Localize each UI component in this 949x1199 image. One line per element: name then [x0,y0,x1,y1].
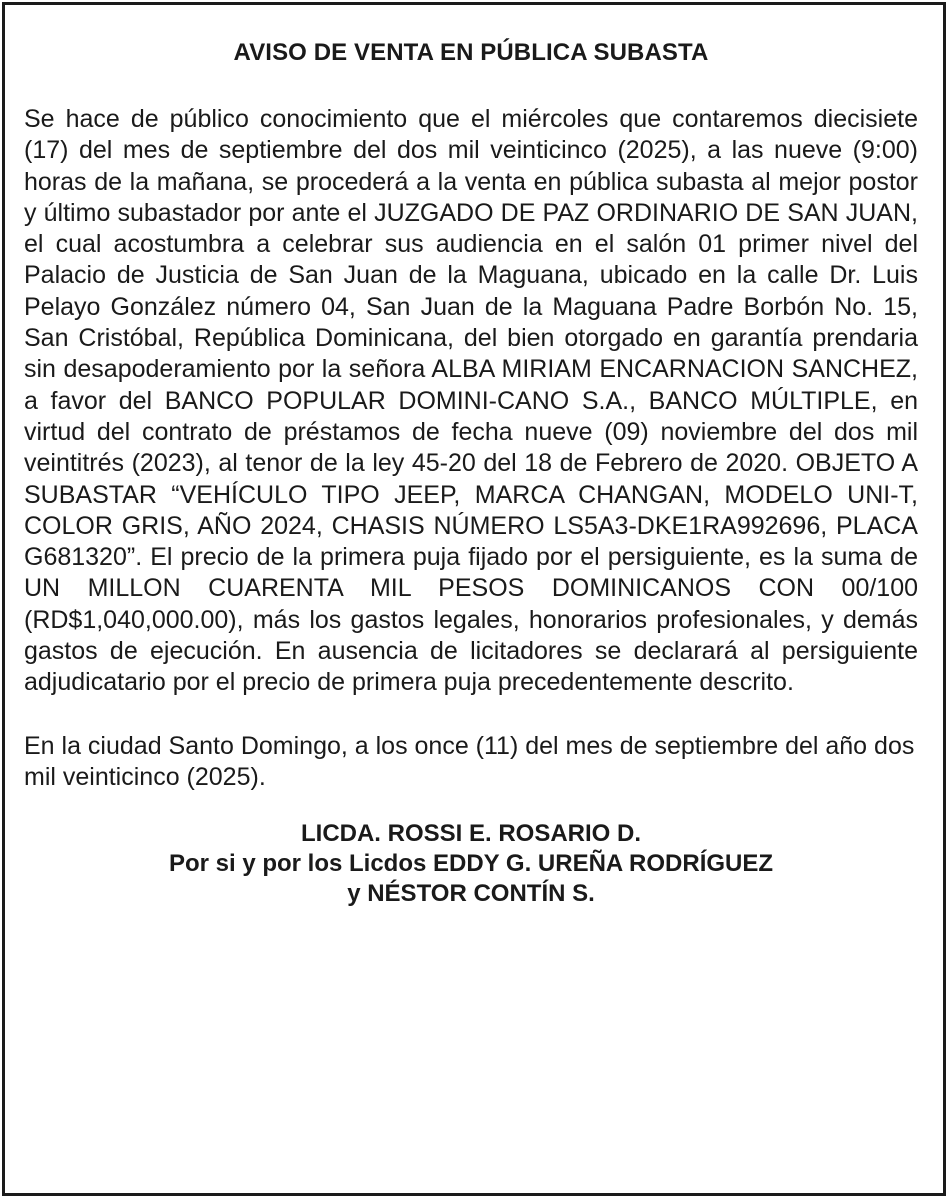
signature-line-2: Por si y por los Licdos EDDY G. UREÑA RODRÍGUEZ [168,850,774,878]
signature-line-1: LICDA. ROSSI E. ROSARIO D. [300,820,642,848]
notice-closing: En la ciudad Santo Domingo, a los once (11) del mes de septiembre del año dos mil veinticinco (2025). [24,731,915,791]
signature-line-3: y NÉSTOR CONTÍN S. [347,880,595,908]
notice-body: Se hace de público conocimiento que el miércoles que contaremos diecisiete (17) del mes de septiembre del dos mil veinticinco (2025), a las nueve (9:00) horas de la mañana, se procederá a la venta en pública subasta al mejor postor y último subastador por ante el JUZGADO DE PAZ ORDINARIO DE SAN JUAN, el cual acostumbra a celebrar sus audiencia en el salón 01 primer nivel del Palacio de Justicia de San Juan de la Maguana, ubicado en la calle Dr. Luis Pelayo González número 04, San Juan de la Maguana Padre Borbón No. 15, San Cristóbal, República Dominicana, del bien otorgado en garantía prendaria sin desapoderamiento por la señora ALBA MIRIAM ENCARNACION SANCHEZ, a favor del BANCO POPULAR DOMINI-CANO S.A., BANCO MÚLTIPLE, en virtud del contrato de préstamos de fecha nueve (09) noviembre del dos mil veintitrés (2023), al tenor de la ley 45-20 del 18 de Febrero de 2020. OBJETO A SUBASTAR “VEHÍCULO TIPO JEEP, MARCA CHANGAN, MODELO UNI-T, COLOR GRIS, AÑO 2024, CHASIS NÚMERO LS5A3-DKE1RA992696, PLACA G681320”. El precio de la primera puja fijado por el persiguiente, es la suma de UN MILLON CUARENTA MIL PESOS DOMINICANOS CON 00/100 (RD$1,040,000.00), más los gastos legales, honorarios profesionales, y demás gastos de ejecución. En ausencia de licitadores se declarará al persiguiente adjudicatario por el precio de primera puja precedentemente descrito. [24,105,918,697]
notice-title: AVISO DE VENTA EN PÚBLICA SUBASTA [233,39,709,66]
notice-content [24,38,918,909]
signature-block [24,819,918,909]
